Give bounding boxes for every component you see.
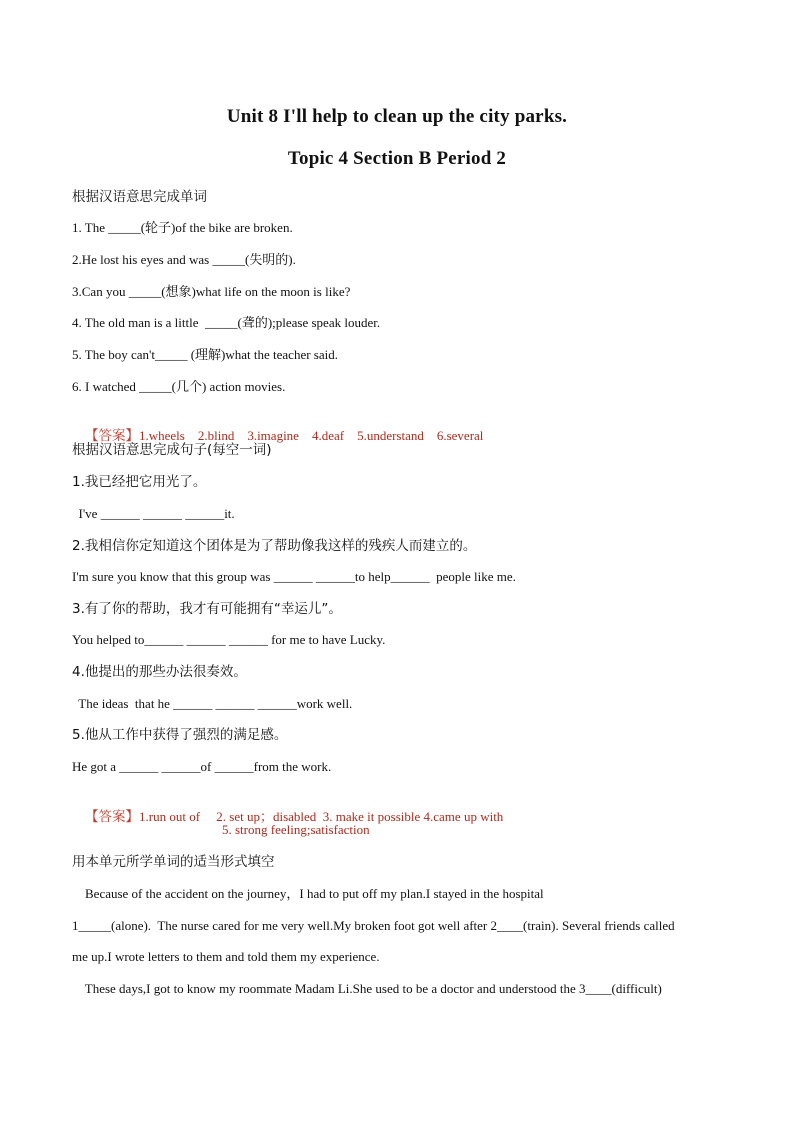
section2-item: 4.他提出的那些办法很奏效。 <box>72 664 247 680</box>
section1-item: 1. The _____(轮子)of the bike are broken. <box>72 220 293 235</box>
section2-item: 5.他从工作中获得了强烈的满足感。 <box>72 727 288 743</box>
section2-answer-cont: 5. strong feeling;satisfaction <box>222 822 370 837</box>
section2-item: 1.我已经把它用光了。 <box>72 474 207 490</box>
paragraph-line: me up.I wrote letters to them and told them my experience. <box>72 949 380 964</box>
section2-item: You helped to______ ______ ______ for me to have Lucky. <box>72 632 386 647</box>
paragraph-line: 1_____(alone). The nurse cared for me very well.My broken foot got well after 2____(train). Several friends called <box>72 918 675 933</box>
section1-heading: 根据汉语意思完成单词 <box>72 189 207 205</box>
answer-text: 1.run out of 2. set up；disabled 3. make it possible 4.came up with <box>139 809 504 824</box>
unit-title: Unit 8 I'll help to clean up the city parks. <box>226 106 568 127</box>
section2-item: I've ______ ______ ______it. <box>72 506 235 521</box>
section2-item: I'm sure you know that this group was ______ ______to help______ people like me. <box>72 569 516 584</box>
section1-item: 4. The old man is a little _____(聋的);please speak louder. <box>72 315 381 330</box>
section1-item: 6. I watched _____(几个) action movies. <box>72 379 286 394</box>
section2-item: 3.有了你的帮助，我才有可能拥有“幸运儿”。 <box>72 601 342 617</box>
topic-title: Topic 4 Section B Period 2 <box>287 148 507 169</box>
section3-heading: 用本单元所学单词的适当形式填空 <box>72 854 275 870</box>
paragraph-line: Because of the accident on the journey，I had to put off my plan.I stayed in the hospital <box>72 886 544 901</box>
section2-heading: 根据汉语意思完成句子(每空一词) <box>72 442 272 458</box>
section1-item: 3.Can you _____(想象)what life on the moon is like? <box>72 284 351 299</box>
section2-item: The ideas that he ______ ______ ______work well. <box>72 696 353 711</box>
section2-item: He got a ______ ______of ______from the work. <box>72 759 332 774</box>
paragraph-line: These days,I got to know my roommate Madam Li.She used to be a doctor and understood the 3____(difficult) <box>72 981 662 996</box>
answer-tag: 【答案】 <box>85 428 139 444</box>
answer-tag: 【答案】 <box>85 809 139 825</box>
section2-item: 2.我相信你定知道这个团体是为了帮助像我这样的残疾人而建立的。 <box>72 538 477 554</box>
answer-text: 1.wheels 2.blind 3.imagine 4.deaf 5.understand 6.several <box>139 428 484 443</box>
section1-item: 5. The boy can't_____ (理解)what the teacher said. <box>72 347 338 362</box>
section1-item: 2.He lost his eyes and was _____(失明的). <box>72 252 296 267</box>
